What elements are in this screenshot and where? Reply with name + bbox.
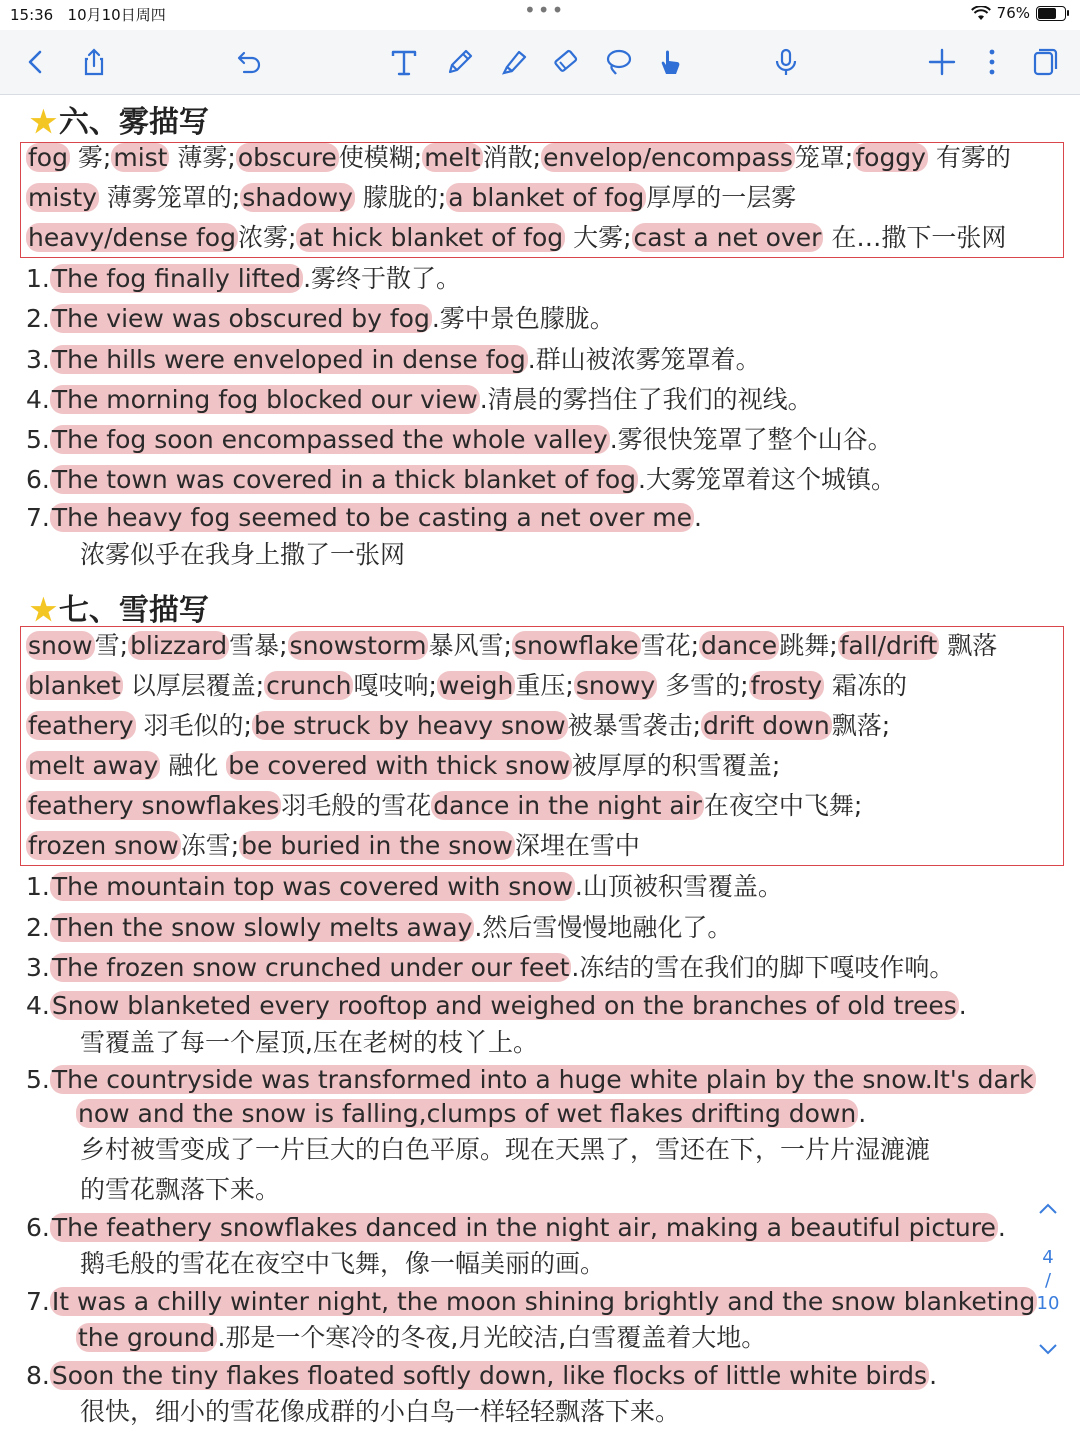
text-line [26, 141, 1011, 175]
text-line [26, 709, 890, 743]
text-segment: 飘落; [831, 711, 891, 740]
text-segment: 重压; [515, 671, 574, 700]
highlighted-phrase: blizzard [130, 631, 228, 660]
text-segment: . [997, 1213, 1006, 1242]
text-segment: 飘落 [939, 631, 998, 660]
text-line [80, 538, 405, 572]
text-segment: 8. [26, 1361, 50, 1390]
page-total: 10 [1036, 1293, 1060, 1314]
more-icon[interactable] [974, 44, 1010, 80]
text-segment: 薄雾笼罩的; [98, 183, 241, 212]
highlighted-phrase: mist [113, 143, 168, 172]
text-segment: 3. [26, 345, 50, 374]
text-line [76, 1097, 866, 1131]
text-line [76, 1321, 766, 1355]
touch-icon[interactable] [652, 44, 688, 80]
eraser-icon[interactable] [548, 44, 584, 80]
lasso-icon[interactable] [600, 44, 636, 80]
text-segment: 厚厚的一层雾 [646, 183, 797, 212]
highlighted-phrase: The fog finally lifted [51, 264, 302, 293]
text-line [80, 1133, 930, 1167]
text-segment: 暴风雪; [428, 631, 512, 660]
highlighted-phrase: envelop/encompass [543, 143, 793, 172]
text-segment: 冻雪; [180, 831, 240, 860]
text-segment: 4. [26, 385, 50, 414]
text-line [26, 302, 615, 336]
text-line [26, 951, 954, 985]
text-segment: 霜冻的 [824, 671, 908, 700]
text-segment: .冻结的雪在我们的脚下嘎吱作响。 [571, 953, 955, 982]
text-segment: .雾终于散了。 [303, 264, 462, 293]
highlighted-phrase: weigh [438, 671, 514, 700]
highlighted-phrase: fog [28, 143, 68, 172]
text-line [80, 1395, 680, 1429]
highlighted-phrase: The hills were enveloped in dense fog [51, 345, 526, 374]
text-segment: .然后雪慢慢地融化了。 [474, 913, 733, 942]
text-segment: .那是一个寒冷的冬夜,月光皎洁,白雪覆盖着大地。 [217, 1323, 767, 1352]
text-segment: 1. [26, 872, 50, 901]
text-segment: . [858, 1099, 867, 1128]
text-line [26, 870, 783, 904]
text-segment: 被厚厚的积雪覆盖; [571, 751, 781, 780]
text-segment: 6. [26, 1213, 50, 1242]
highlighted-phrase: heavy/dense fog [28, 223, 236, 252]
toolbar [0, 30, 1080, 95]
highlighted-phrase: The town was covered in a thick blanket of fog [51, 465, 636, 494]
text-line [26, 1285, 1037, 1319]
text-segment: 3. [26, 953, 50, 982]
highlighted-phrase: a blanket of fog [448, 183, 645, 212]
text-line [26, 423, 893, 457]
text-segment: 羽毛似的; [135, 711, 252, 740]
text-segment: 在夜空中飞舞; [703, 791, 863, 820]
multitasking-dots[interactable]: ••• [524, 0, 566, 22]
text-segment: 5. [26, 1065, 50, 1094]
battery-percent: 76% [996, 4, 1030, 22]
document-page[interactable] [0, 95, 1080, 1440]
highlighted-phrase: misty [28, 183, 97, 212]
highlighted-phrase: The heavy fog seemed to be casting a net over me [51, 503, 693, 532]
highlighted-phrase: dance in the night air [433, 791, 702, 820]
text-tool-icon[interactable] [386, 44, 422, 80]
text-line [26, 383, 813, 417]
highlighted-phrase: The morning fog blocked our view [51, 385, 478, 414]
text-segment: 雪; [94, 631, 129, 660]
highlighted-phrase: The view was obscured by fog [51, 304, 430, 333]
text-line [26, 749, 780, 783]
highlighted-phrase: snowstorm [289, 631, 427, 660]
text-segment: 6. [26, 465, 50, 494]
highlighted-phrase: foggy [855, 143, 926, 172]
text-line [26, 1063, 1036, 1097]
text-segment: 5. [26, 425, 50, 454]
highlighted-phrase: be buried in the snow [241, 831, 513, 860]
text-segment: 深埋在雪中 [514, 831, 640, 860]
highlighted-phrase: Snow blanketed every rooftop and weighed on the branches of old trees [51, 991, 957, 1020]
text-line [26, 262, 461, 296]
highlighted-phrase: snow [28, 631, 93, 660]
highlighted-phrase: The feathery snowflakes danced in the night air, making a beautiful picture [51, 1213, 996, 1242]
pages-icon[interactable] [1026, 44, 1062, 80]
snow-heading: ★七、雪描写 [30, 593, 209, 628]
highlighted-phrase: frosty [750, 671, 823, 700]
highlighted-phrase: cast a net over [633, 223, 822, 252]
text-segment: 笼罩; [794, 143, 854, 172]
text-segment: 跳舞; [779, 631, 838, 660]
text-line [80, 1026, 538, 1060]
text-segment: .群山被浓雾笼罩着。 [527, 345, 761, 374]
text-segment: . [929, 1361, 938, 1390]
text-segment: 多雪的; [657, 671, 749, 700]
text-segment: 7. [26, 1287, 50, 1316]
text-segment: 2. [26, 304, 50, 333]
text-segment: .雾中景色朦胧。 [431, 304, 615, 333]
highlighted-phrase: feathery [28, 711, 134, 740]
status-bar [0, 0, 1080, 28]
highlighted-phrase: obscure [237, 143, 337, 172]
text-segment: 大雾; [565, 223, 632, 252]
text-segment: 嘎吱响; [353, 671, 437, 700]
text-segment: 朦胧的; [354, 183, 447, 212]
text-line [26, 629, 997, 663]
back-icon[interactable] [18, 44, 54, 80]
highlighted-phrase: drift down [703, 711, 830, 740]
highlighted-phrase: snowy [575, 671, 656, 700]
microphone-icon[interactable] [768, 44, 804, 80]
text-line [80, 1247, 605, 1281]
text-segment: 以厚层覆盖; [122, 671, 265, 700]
highlighted-phrase: crunch [266, 671, 352, 700]
highlighted-phrase: fall/drift [839, 631, 938, 660]
highlighted-phrase: The mountain top was covered with snow [51, 872, 573, 901]
status-right [971, 4, 1066, 22]
text-segment: . [958, 991, 967, 1020]
highlighted-phrase: The frozen snow crunched under our feet [51, 953, 570, 982]
add-icon[interactable] [924, 44, 960, 80]
wifi-icon [971, 6, 991, 21]
text-segment: 使模糊; [338, 143, 423, 172]
text-line [26, 501, 702, 535]
highlighted-phrase: at hick blanket of fog [298, 223, 564, 252]
highlighted-phrase: be struck by heavy snow [253, 711, 566, 740]
text-line [26, 829, 640, 863]
text-segment: .山顶被积雪覆盖。 [574, 872, 783, 901]
highlighted-phrase: be covered with thick snow [228, 751, 570, 780]
highlighted-phrase: dance [701, 631, 778, 660]
highlighted-phrase: melt away [28, 751, 159, 780]
status-time: 15:36 10月10日周四 [10, 6, 166, 24]
text-segment: 雪覆盖了每一个屋顶,压在老树的枝丫上。 [80, 1028, 538, 1057]
text-line [26, 669, 907, 703]
text-segment: 浓雾似乎在我身上撒了一张网 [80, 540, 406, 569]
text-line [26, 789, 862, 823]
highlighted-phrase: The fog soon encompassed the whole valley [51, 425, 608, 454]
text-segment: 雪暴; [229, 631, 288, 660]
text-segment: 很快，细小的雪花像成群的小白鸟一样轻轻飘落下来。 [80, 1397, 681, 1426]
highlighted-phrase: shadowy [242, 183, 353, 212]
scroll-up-icon[interactable] [1030, 1200, 1066, 1221]
highlighted-phrase: blanket [28, 671, 121, 700]
text-segment: 1. [26, 264, 50, 293]
text-segment: 乡村被雪变成了一片巨大的白色平原。现在天黑了，雪还在下，一片片湿漉漉 [80, 1135, 931, 1164]
share-icon[interactable] [76, 44, 112, 80]
text-segment: 羽毛般的雪花 [281, 791, 432, 820]
highlighted-phrase: It was a chilly winter night, the moon shining brightly and the snow blanketing [51, 1287, 1036, 1316]
text-segment: 2. [26, 913, 50, 942]
text-line [26, 911, 732, 945]
highlighted-phrase: The countryside was transformed into a huge white plain by the snow.It's dark [51, 1065, 1034, 1094]
text-segment: 消散; [482, 143, 542, 172]
highlighted-phrase: frozen snow [28, 831, 179, 860]
highlighted-phrase: melt [424, 143, 481, 172]
text-segment: 的雪花飘落下来。 [80, 1175, 281, 1204]
text-line [26, 1211, 1006, 1245]
text-segment: 薄雾; [169, 143, 236, 172]
text-segment: .大雾笼罩着这个城镇。 [638, 465, 896, 494]
scroll-down-icon[interactable] [1030, 1340, 1066, 1361]
text-segment: 浓雾; [237, 223, 297, 252]
text-line [26, 463, 896, 497]
star-icon: ★ [30, 593, 57, 628]
text-line [26, 989, 967, 1023]
text-line [26, 221, 1006, 255]
text-segment: . [694, 503, 702, 532]
highlighted-phrase: the ground [78, 1323, 216, 1352]
text-segment: .清晨的雾挡住了我们的视线。 [479, 385, 813, 414]
text-segment: 4. [26, 991, 50, 1020]
highlighter-icon[interactable] [496, 44, 532, 80]
pen-icon[interactable] [442, 44, 478, 80]
text-segment: 融化 [160, 751, 227, 780]
text-segment: .雾很快笼罩了整个山谷。 [609, 425, 893, 454]
text-segment: 雪花; [640, 631, 700, 660]
highlighted-phrase: now and the snow is falling,clumps of wet flakes drifting down [78, 1099, 857, 1128]
text-segment: 雾; [69, 143, 112, 172]
highlighted-phrase: Then the snow slowly melts away [51, 913, 473, 942]
text-segment: 有雾的 [927, 143, 1011, 172]
text-segment: 鹅毛般的雪花在夜空中飞舞，像一幅美丽的画。 [80, 1249, 606, 1278]
text-line [80, 1173, 280, 1207]
highlighted-phrase: feathery snowflakes [28, 791, 280, 820]
text-line [26, 343, 761, 377]
text-segment: 被暴雪袭击; [567, 711, 702, 740]
battery-icon [1036, 6, 1066, 21]
undo-icon[interactable] [230, 44, 266, 80]
highlighted-phrase: snowflake [513, 631, 639, 660]
text-segment: 在…撒下一张网 [823, 223, 1007, 252]
text-line [26, 1359, 937, 1393]
text-segment: 7. [26, 503, 50, 532]
highlighted-phrase: Soon the tiny flakes floated softly down, like flocks of little white birds [51, 1361, 928, 1390]
star-icon: ★ [30, 105, 57, 140]
page-separator: / [1044, 1270, 1052, 1291]
text-line [26, 181, 796, 215]
fog-heading: ★六、雾描写 [30, 105, 209, 140]
page-current: 4 [1042, 1247, 1054, 1268]
